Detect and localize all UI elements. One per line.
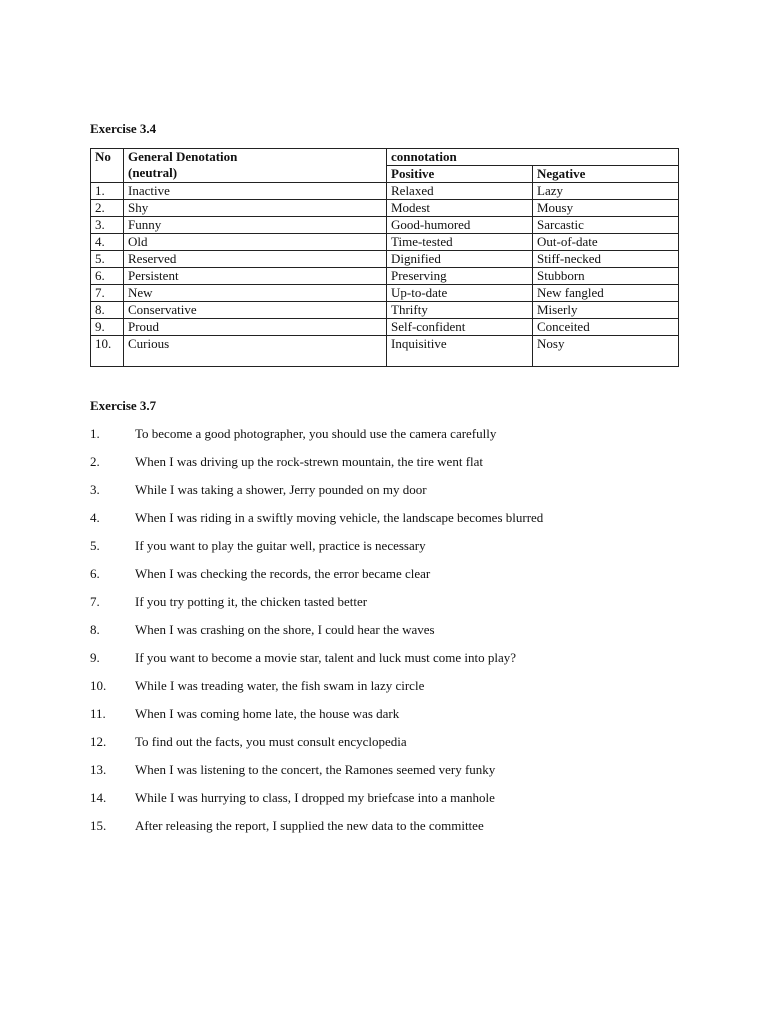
positive-connotation-cell: Time-tested bbox=[387, 234, 533, 251]
item-number: 3. bbox=[90, 482, 100, 497]
item-number: 4. bbox=[90, 510, 100, 525]
general-denotation-cell: Reserved bbox=[124, 251, 387, 268]
table-row bbox=[91, 302, 679, 319]
row-number: 7. bbox=[91, 285, 124, 302]
item-text: If you want to become a movie star, talent and luck must come into play? bbox=[135, 650, 517, 665]
list-item bbox=[90, 621, 690, 649]
general-denotation-cell: Inactive bbox=[124, 183, 387, 200]
list-item bbox=[90, 789, 690, 817]
item-number: 2. bbox=[90, 454, 100, 469]
item-text: When I was coming home late, the house was dark bbox=[135, 706, 400, 721]
item-number: 5. bbox=[90, 538, 100, 553]
negative-connotation-cell: Out-of-date bbox=[533, 234, 679, 251]
table-row bbox=[91, 234, 679, 251]
row-number: 8. bbox=[91, 302, 124, 319]
positive-connotation-cell: Relaxed bbox=[387, 183, 533, 200]
table-row bbox=[91, 251, 679, 268]
positive-connotation-cell: Inquisitive bbox=[387, 336, 533, 367]
item-number: 14. bbox=[90, 790, 107, 805]
item-number: 6. bbox=[90, 566, 100, 581]
negative-connotation-cell: Sarcastic bbox=[533, 217, 679, 234]
general-denotation-cell: Proud bbox=[124, 319, 387, 336]
row-number: 9. bbox=[91, 319, 124, 336]
table-row bbox=[91, 217, 679, 234]
negative-connotation-cell: Conceited bbox=[533, 319, 679, 336]
table-row bbox=[91, 268, 679, 285]
list-item bbox=[90, 593, 690, 621]
positive-connotation-cell: Modest bbox=[387, 200, 533, 217]
item-number: 12. bbox=[90, 734, 107, 749]
row-number: 2. bbox=[91, 200, 124, 217]
list-item bbox=[90, 761, 690, 789]
list-item bbox=[90, 453, 690, 481]
positive-connotation-cell: Up-to-date bbox=[387, 285, 533, 302]
item-number: 15. bbox=[90, 818, 107, 833]
item-text: After releasing the report, I supplied the new data to the committee bbox=[135, 818, 484, 833]
list-item bbox=[90, 649, 690, 677]
list-item bbox=[90, 537, 690, 565]
table-row bbox=[91, 285, 679, 302]
item-text: To become a good photographer, you should use the camera carefully bbox=[135, 426, 497, 441]
item-number: 1. bbox=[90, 426, 100, 441]
negative-connotation-cell: Stiff-necked bbox=[533, 251, 679, 268]
item-text: When I was driving up the rock-strewn mountain, the tire went flat bbox=[135, 454, 484, 469]
table-row bbox=[91, 200, 679, 217]
positive-connotation-cell: Self-confident bbox=[387, 319, 533, 336]
table-row bbox=[91, 319, 679, 336]
list-item bbox=[90, 481, 690, 509]
negative-connotation-cell: Lazy bbox=[533, 183, 679, 200]
list-item bbox=[90, 425, 690, 453]
table-row bbox=[91, 183, 679, 200]
negative-connotation-cell: Nosy bbox=[533, 336, 679, 367]
row-number: 3. bbox=[91, 217, 124, 234]
general-denotation-cell: Shy bbox=[124, 200, 387, 217]
negative-connotation-cell: New fangled bbox=[533, 285, 679, 302]
list-item bbox=[90, 509, 690, 537]
positive-connotation-cell: Thrifty bbox=[387, 302, 533, 319]
general-denotation-cell: Curious bbox=[124, 336, 387, 367]
exercise-3-4-title: Exercise 3.4 bbox=[90, 121, 157, 136]
row-number: 4. bbox=[91, 234, 124, 251]
general-denotation-cell: Persistent bbox=[124, 268, 387, 285]
item-text: When I was checking the records, the error became clear bbox=[135, 566, 431, 581]
list-item bbox=[90, 677, 690, 705]
item-number: 10. bbox=[90, 678, 107, 693]
general-denotation-cell: Conservative bbox=[124, 302, 387, 319]
general-denotation-cell: Funny bbox=[124, 217, 387, 234]
list-item bbox=[90, 817, 690, 845]
item-text: When I was riding in a swiftly moving vehicle, the landscape becomes blurred bbox=[135, 510, 544, 525]
item-number: 9. bbox=[90, 650, 100, 665]
item-text: While I was taking a shower, Jerry pounded on my door bbox=[135, 482, 427, 497]
table-row bbox=[91, 336, 679, 367]
positive-connotation-cell: Preserving bbox=[387, 268, 533, 285]
positive-connotation-cell: Dignified bbox=[387, 251, 533, 268]
general-denotation-cell: New bbox=[124, 285, 387, 302]
item-text: If you want to play the guitar well, practice is necessary bbox=[135, 538, 426, 553]
negative-connotation-cell: Miserly bbox=[533, 302, 679, 319]
list-item bbox=[90, 733, 690, 761]
general-denotation-cell: Old bbox=[124, 234, 387, 251]
header-general-line2: (neutral) bbox=[128, 165, 178, 180]
row-number: 6. bbox=[91, 268, 124, 285]
list-item bbox=[90, 565, 690, 593]
item-text: When I was listening to the concert, the Ramones seemed very funky bbox=[135, 762, 496, 777]
header-negative: Negative bbox=[533, 166, 679, 183]
item-text: If you try potting it, the chicken tasted better bbox=[135, 594, 368, 609]
row-number: 10. bbox=[91, 336, 124, 367]
positive-connotation-cell: Good-humored bbox=[387, 217, 533, 234]
item-text: When I was crashing on the shore, I could hear the waves bbox=[135, 622, 435, 637]
item-text: While I was treading water, the fish swam in lazy circle bbox=[135, 678, 425, 693]
row-number: 1. bbox=[91, 183, 124, 200]
item-text: While I was hurrying to class, I dropped my briefcase into a manhole bbox=[135, 790, 495, 805]
negative-connotation-cell: Mousy bbox=[533, 200, 679, 217]
row-number: 5. bbox=[91, 251, 124, 268]
list-item bbox=[90, 705, 690, 733]
negative-connotation-cell: Stubborn bbox=[533, 268, 679, 285]
sentence-list bbox=[90, 425, 690, 845]
item-text: To find out the facts, you must consult encyclopedia bbox=[135, 734, 407, 749]
item-number: 11. bbox=[90, 706, 106, 721]
table-header-row bbox=[91, 149, 679, 166]
item-number: 7. bbox=[90, 594, 100, 609]
table-body bbox=[91, 183, 679, 367]
connotation-table bbox=[90, 148, 679, 367]
header-connotation: connotation bbox=[387, 149, 679, 166]
header-no: No bbox=[91, 149, 124, 183]
header-general-denotation bbox=[124, 149, 387, 183]
item-number: 13. bbox=[90, 762, 107, 777]
exercise-3-7-title: Exercise 3.7 bbox=[90, 398, 157, 413]
item-number: 8. bbox=[90, 622, 100, 637]
header-positive: Positive bbox=[387, 166, 533, 183]
header-general-line1: General Denotation bbox=[128, 149, 238, 164]
